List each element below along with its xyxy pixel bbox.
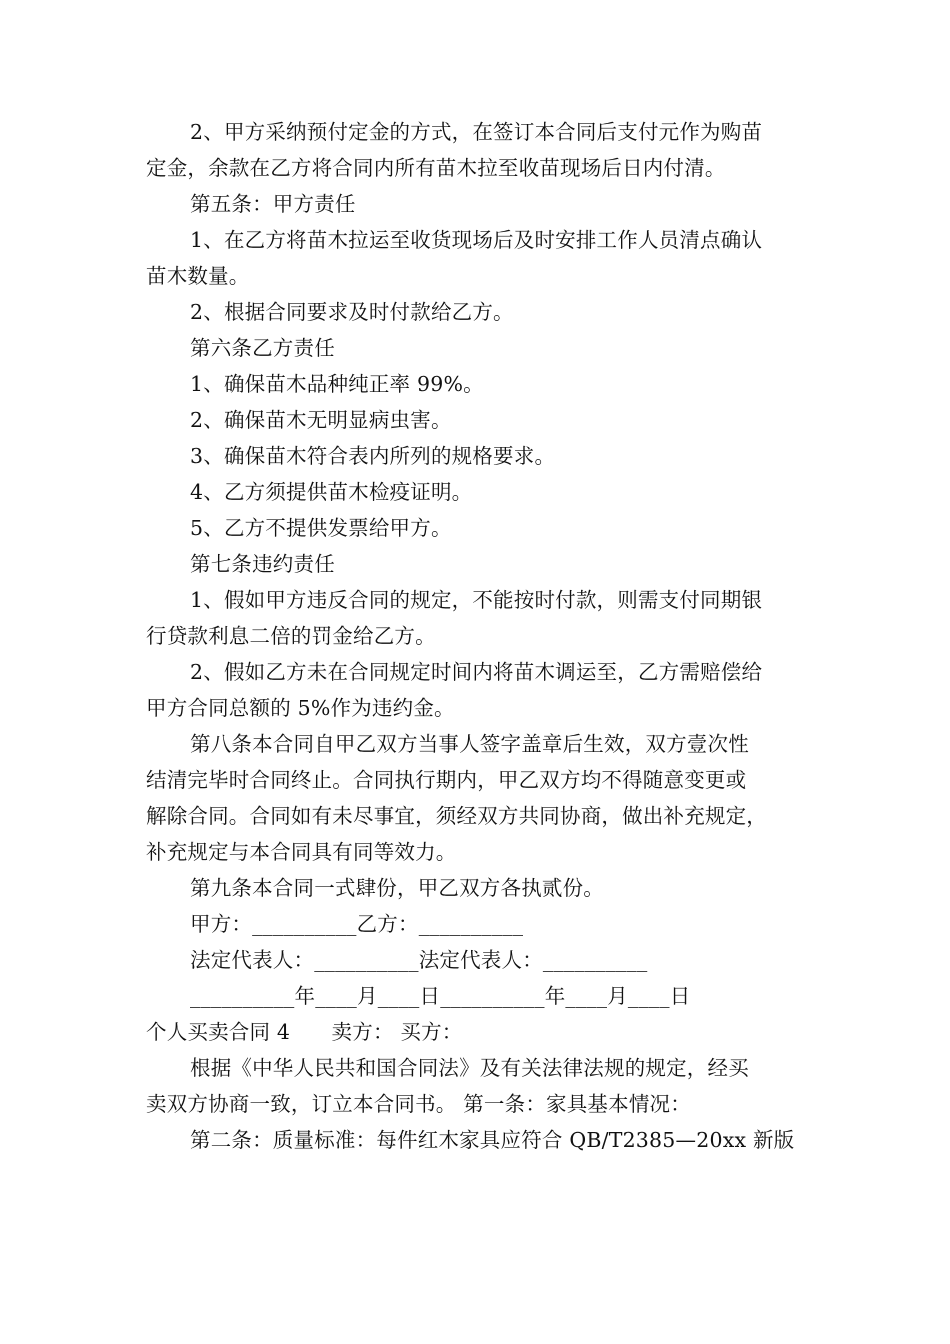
paragraph-line: 解除合同。合同如有未尽事宜，须经双方共同协商，做出补充规定，	[146, 804, 767, 828]
list-item: 2、确保苗木无明显病虫害。	[190, 408, 452, 432]
date-line: __________年____月____日__________年____月____日	[190, 984, 691, 1008]
contract-title-line: 个人买卖合同 4 卖方： 买方：	[146, 1020, 463, 1044]
paragraph-line: 行贷款利息二倍的罚金给乙方。	[146, 624, 436, 648]
section-heading: 第六条乙方责任	[190, 336, 335, 360]
paragraph-line: 2、甲方采纳预付定金的方式，在签订本合同后支付元作为购苗	[190, 120, 763, 144]
paragraph-line: 1、在乙方将苗木拉运至收货现场后及时安排工作人员清点确认	[190, 228, 763, 252]
paragraph-line: 2、根据合同要求及时付款给乙方。	[190, 300, 514, 324]
paragraph-line: 结清完毕时合同终止。合同执行期内，甲乙双方均不得随意变更或	[146, 768, 747, 792]
list-item: 4、乙方须提供苗木检疫证明。	[190, 480, 473, 504]
paragraph-line: 补充规定与本合同具有同等效力。	[146, 840, 457, 864]
paragraph-line: 第九条本合同一式肆份，甲乙双方各执贰份。	[190, 876, 604, 900]
signature-line: 法定代表人：__________法定代表人：__________	[190, 948, 648, 972]
paragraph-line: 第八条本合同自甲乙双方当事人签字盖章后生效，双方壹次性	[190, 732, 749, 756]
paragraph-line: 苗木数量。	[146, 264, 250, 288]
document-body	[146, 114, 836, 1158]
paragraph-line: 2、假如乙方未在合同规定时间内将苗木调运至，乙方需赔偿给	[190, 660, 763, 684]
list-item: 5、乙方不提供发票给甲方。	[190, 516, 452, 540]
section-heading: 第七条违约责任	[190, 552, 335, 576]
paragraph-line: 根据《中华人民共和国合同法》及有关法律法规的规定，经买	[190, 1056, 749, 1080]
paragraph-line: 第二条：质量标准：每件红木家具应符合 QB/T2385—20xx 新版	[190, 1128, 795, 1152]
paragraph-line: 定金，余款在乙方将合同内所有苗木拉至收苗现场后日内付清。	[146, 156, 726, 180]
section-heading: 第五条：甲方责任	[190, 192, 356, 216]
paragraph-line: 甲方合同总额的 5%作为违约金。	[146, 696, 455, 720]
signature-line: 甲方：__________乙方：__________	[190, 912, 524, 936]
list-item: 3、确保苗木符合表内所列的规格要求。	[190, 444, 556, 468]
paragraph-line: 1、假如甲方违反合同的规定，不能按时付款，则需支付同期银	[190, 588, 763, 612]
paragraph-line: 卖双方协商一致，订立本合同书。 第一条：家具基本情况：	[146, 1092, 691, 1116]
list-item: 1、确保苗木品种纯正率 99%。	[190, 372, 484, 396]
